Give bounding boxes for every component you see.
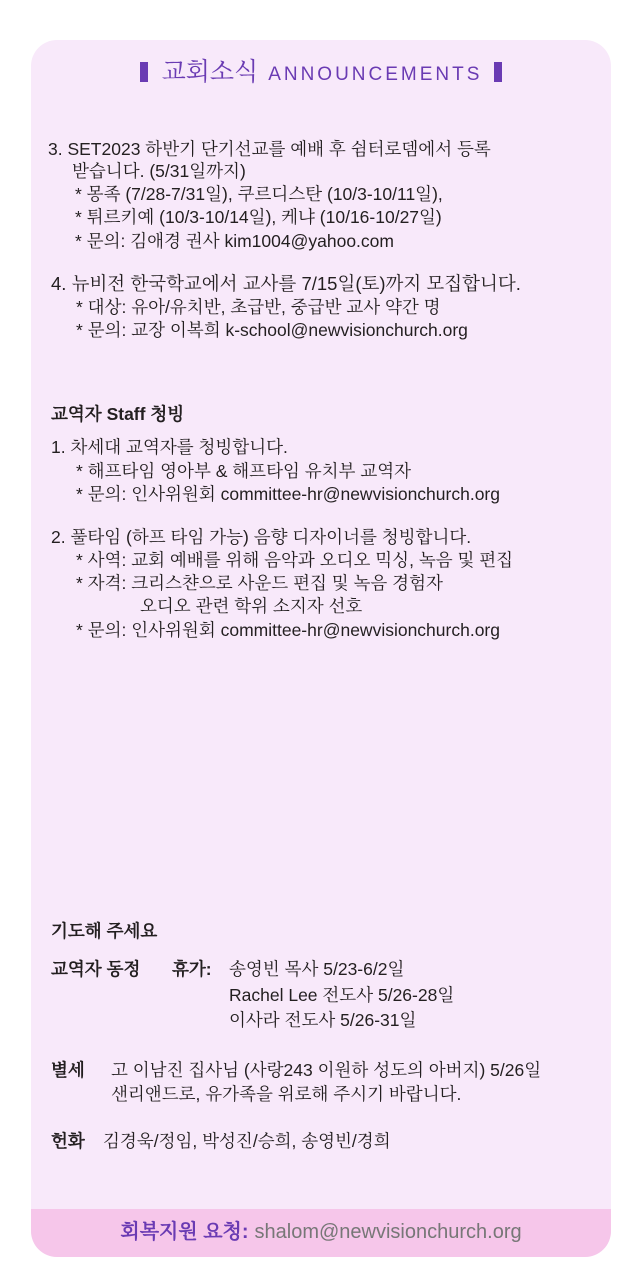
item3-line1: 3. SET2023 하반기 단기선교를 예배 후 쉼터로뎀에서 등록	[48, 139, 491, 159]
item3-line2: 받습니다. (5/31일까지)	[72, 161, 246, 181]
staff-item1-line2: * 해프타임 영아부 & 해프타임 유치부 교역자	[76, 461, 412, 481]
announcement-card	[31, 40, 611, 1257]
staff-news-label: 교역자 동정	[51, 959, 141, 979]
staff-item1-line1: 1. 차세대 교역자를 청빙합니다.	[51, 437, 288, 457]
vacation-label: 휴가:	[172, 959, 212, 979]
staff-item2-line5: * 문의: 인사위원회 committee-hr@newvisionchurch.org	[76, 620, 500, 640]
item3-line5: * 문의: 김애경 권사 kim1004@yahoo.com	[75, 231, 394, 251]
item4-line1: 4. 뉴비전 한국학교에서 교사를 7/15일(토)까지 모집합니다.	[51, 273, 521, 294]
vacation-entry-2: Rachel Lee 전도사 5/26-28일	[229, 985, 455, 1005]
support-email-link[interactable]: shalom@newvisionchurch.org	[254, 1221, 522, 1243]
header-title-korean: 교회소식	[161, 58, 259, 86]
header-right-bar	[494, 62, 502, 82]
staff-heading: 교역자 Staff 청빙	[51, 404, 185, 424]
passing-label: 별세	[51, 1060, 85, 1080]
staff-item1-line3: * 문의: 인사위원회 committee-hr@newvisionchurch.org	[76, 484, 500, 504]
passing-line1: 고 이남진 집사님 (사랑243 이원하 성도의 아버지) 5/26일	[111, 1060, 542, 1080]
vacation-entry-3: 이사라 전도사 5/26-31일	[229, 1010, 417, 1030]
support-request-label: 회복지원 요청:	[120, 1221, 249, 1243]
item3-line4: * 튀르키예 (10/3-10/14일), 케냐 (10/16-10/27일)	[75, 207, 442, 227]
flowers-label: 헌화	[51, 1131, 85, 1151]
passing-line2: 샌리앤드로, 유가족을 위로해 주시기 바랍니다.	[111, 1084, 462, 1104]
announcements-header	[31, 52, 611, 88]
item4-line3: * 문의: 교장 이복희 k-school@newvisionchurch.org	[76, 320, 468, 340]
flowers-text: 김경욱/정임, 박성진/승희, 송영빈/경희	[103, 1131, 391, 1151]
header-title-english: ANNOUNCEMENTS	[268, 64, 483, 85]
support-request-footer	[31, 1209, 611, 1257]
staff-item2-line3: * 자격: 크리스챤으로 사운드 편집 및 녹음 경험자	[76, 573, 443, 593]
item4-line2: * 대상: 유아/유치반, 초급반, 중급반 교사 약간 명	[76, 297, 441, 317]
item3-line3: * 몽족 (7/28-7/31일), 쿠르디스탄 (10/3-10/11일),	[75, 184, 443, 204]
staff-item2-line4: 오디오 관련 학위 소지자 선호	[140, 596, 363, 616]
vacation-entry-1: 송영빈 목사 5/23-6/2일	[229, 959, 405, 979]
staff-item2-line1: 2. 풀타임 (하프 타임 가능) 음향 디자이너를 청빙합니다.	[51, 527, 472, 547]
prayer-heading: 기도해 주세요	[51, 921, 158, 941]
header-left-bar	[140, 62, 148, 82]
staff-item2-line2: * 사역: 교회 예배를 위해 음악과 오디오 믹싱, 녹음 및 편집	[76, 550, 514, 570]
